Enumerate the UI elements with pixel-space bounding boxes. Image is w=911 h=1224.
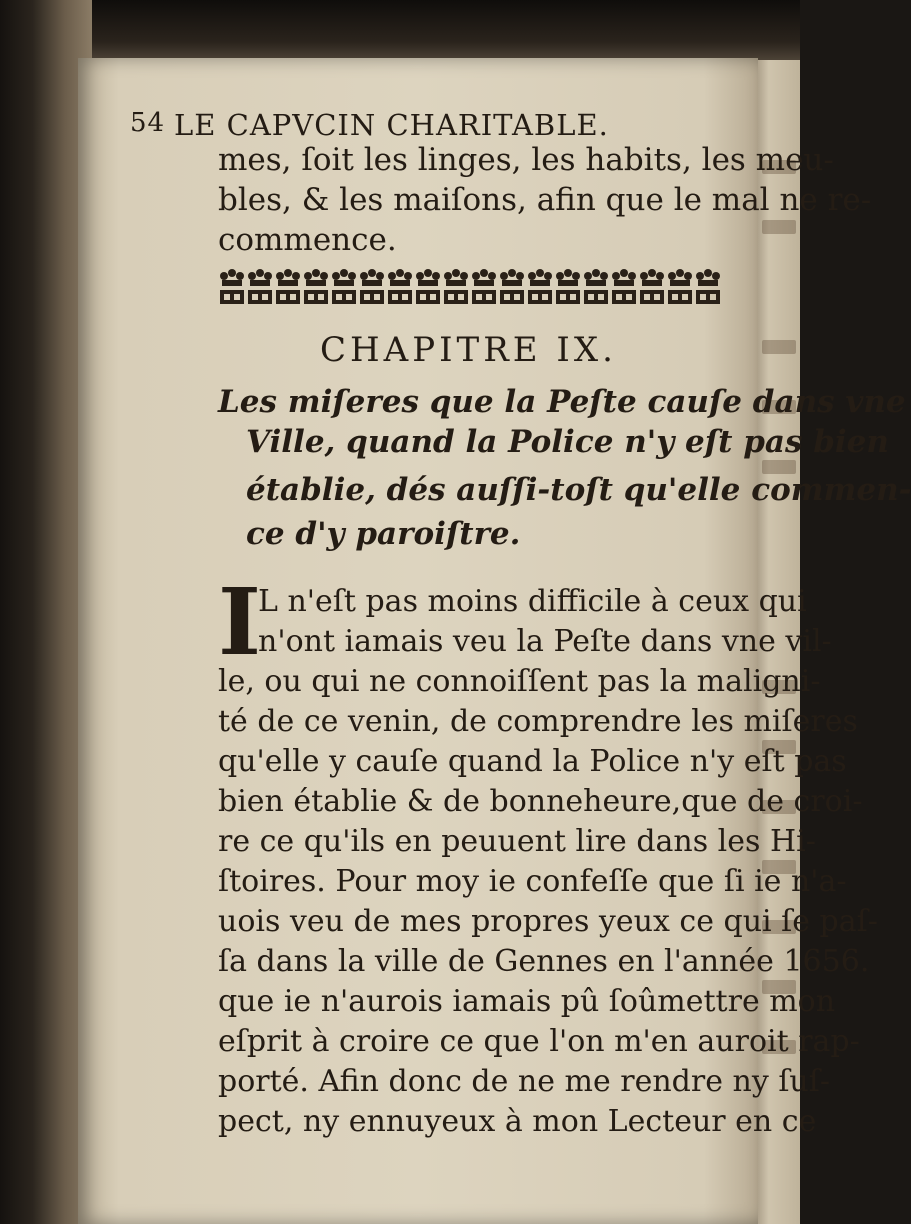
body-line: ſa dans la ville de Gennes en l'année 1656. xyxy=(218,944,870,979)
body-line: porté. Afin donc de ne me rendre ny ſuſ- xyxy=(218,1064,830,1099)
body-line: bien établie & de bonneheure,que de croi- xyxy=(218,784,863,819)
text-line: commence. xyxy=(218,222,397,258)
body-line: pect, ny ennuyeux à mon Lecteur en ce xyxy=(218,1104,817,1139)
page-number: 54 xyxy=(130,108,166,138)
body-line: té de ce venin, de comprendre les miſeres xyxy=(218,704,858,739)
chapter-subtitle-line: établie, dés auſſi-toſt qu'elle commen- xyxy=(246,472,911,508)
body-line: ſtoires. Pour moy ie confeſſe que ſi ie n'a- xyxy=(218,864,847,899)
body-line: eſprit à croire ce que l'on m'en auroit rap- xyxy=(218,1024,860,1059)
text-line: bles, & les maiſons, afin que le mal ne re- xyxy=(218,182,872,218)
drop-cap: I xyxy=(218,568,262,676)
chapter-subtitle-line: Les miſeres que la Peſte cauſe dans vne xyxy=(218,384,906,420)
chapter-subtitle-line: ce d'y paroiſtre. xyxy=(246,516,521,552)
body-line: qu'elle y cauſe quand la Police n'y eſt pas xyxy=(218,744,847,779)
body-line: uois veu de mes propres yeux ce qui ſe paſ- xyxy=(218,904,878,939)
decorative-ornament-band xyxy=(218,268,730,308)
body-line: que ie n'aurois iamais pû ſoûmettre mon xyxy=(218,984,836,1019)
body-line: L n'eſt pas moins difficile à ceux qui xyxy=(258,584,807,619)
body-line: n'ont iamais veu la Peſte dans vne vil- xyxy=(258,624,832,659)
book-top-edge xyxy=(60,0,800,60)
chapter-subtitle-line: Ville, quand la Police n'y eſt pas bien xyxy=(246,424,889,460)
body-line: re ce qu'ils en peuuent lire dans les Hi- xyxy=(218,824,816,859)
body-line: le, ou qui ne connoiſſent pas la maligni- xyxy=(218,664,821,699)
chapter-heading: CHAPITRE IX. xyxy=(320,330,617,370)
text-line: mes, ſoit les linges, les habits, les meu- xyxy=(218,142,834,178)
running-title: LE CAPVCIN CHARITABLE. xyxy=(174,108,609,142)
